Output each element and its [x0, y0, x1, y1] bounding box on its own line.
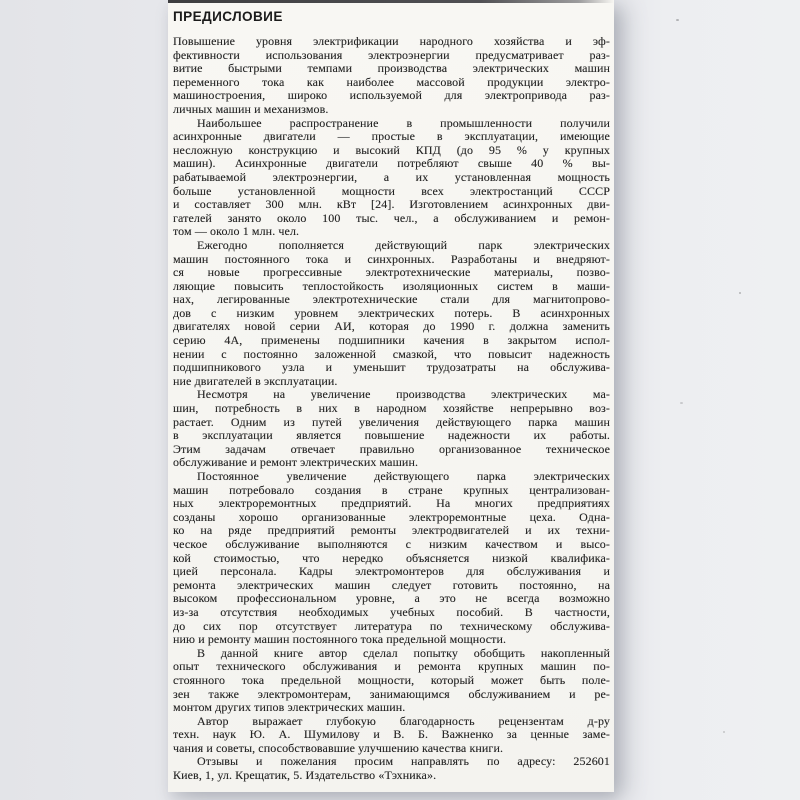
- text-line: гателей занято около 100 тыс. чел., а обслуживанием и ремон-: [173, 210, 610, 225]
- text-line: шин, потребность в них в народном хозяйстве непрерывно воз-: [173, 401, 610, 416]
- text-line: нах, легированные электротехнические стали для магнитопрово-: [173, 292, 610, 307]
- text-line: ко на ряде предприятий ремонты электродвигателей и их техни-: [173, 523, 610, 538]
- paragraph: [173, 117, 610, 239]
- paragraph: [173, 470, 610, 647]
- text-line: больше установленной мощности всех электростанций СССР: [173, 183, 610, 198]
- text-line: нении с постоянно заложенной смазкой, что повысит надежность: [173, 346, 610, 361]
- text-line: зен также электромонтерам, занимающимся обслуживанием и ре-: [173, 686, 610, 701]
- text-line: обслуживание и ремонт электрических машин.: [173, 455, 419, 470]
- text-line: Этим задачам отвечает правильно организованное техническое: [173, 441, 610, 456]
- text-line: и составляет 300 млн. кВт [24]. Изготовлением асинхронных дви-: [173, 197, 610, 212]
- text-line: Ежегодно пополняется действующий парк электрических: [197, 237, 610, 252]
- text-line: из-за отсутствия необходимых учебных пособий. В частности,: [173, 604, 610, 619]
- text-line: чания и советы, способствовавшие улучшению качества книги.: [173, 740, 504, 755]
- text-line: ремонта электрических машин следует готовить постоянно, на: [173, 577, 610, 592]
- scan-speck: [723, 731, 725, 733]
- paragraph: [173, 755, 610, 782]
- text-line: Отзывы и пожелания просим направлять по адресу: 252601: [197, 754, 610, 769]
- paragraph: [173, 35, 610, 117]
- scan-speck: [676, 19, 679, 21]
- text-line: личных машин и механизмов.: [173, 101, 329, 116]
- text-line: ние двигателей в эксплуатации.: [173, 373, 338, 388]
- preface-text: [173, 35, 610, 783]
- text-line: подшипникового узла и уменьшит трудозатраты на обслужива-: [173, 360, 610, 375]
- paragraph: [173, 239, 610, 389]
- text-line: рабатываемой электроэнергии, а их установленная мощность: [173, 169, 610, 184]
- text-line: ся новые прогрессивные электротехнические материалы, позво-: [173, 265, 610, 280]
- text-line: витие быстрыми темпами производства электрических машин: [173, 61, 610, 76]
- text-line: машиностроения, широко используемой для электропривода раз-: [173, 88, 610, 103]
- text-line: до сих пор отсутствует литература по техническому обслужива-: [173, 618, 610, 633]
- text-line: машин постоянного тока и синхронных. Разработаны и внедряют-: [173, 251, 610, 266]
- text-line: том — около 1 млн. чел.: [173, 224, 300, 239]
- text-line: машин потребовало создания в стране крупных централизован-: [173, 482, 610, 497]
- text-line: несложную конструкцию и высокий КПД (до 95 % у крупных: [173, 142, 610, 157]
- text-line: Повышение уровня электрификации народного хозяйства и эф-: [173, 34, 610, 48]
- text-line: ческое обслуживание выполняются с низким качеством и высо-: [173, 536, 610, 551]
- text-line: растает. Одним из путей увеличения действующего парка машин: [173, 414, 610, 429]
- text-line: высоком профессиональном уровне, а это не всегда возможно: [173, 591, 610, 606]
- page-content: [173, 0, 610, 783]
- text-line: кой стоимостью, что нередко объясняется низкой квалифика-: [173, 550, 610, 565]
- text-line: монтом других типов электрических машин.: [173, 700, 406, 715]
- text-line: В данной книге автор сделал попытку обобщить накопленный: [197, 645, 610, 660]
- text-line: Несмотря на увеличение производства электрических ма-: [197, 387, 610, 402]
- text-line: нию и ремонту машин постоянного тока предельной мощности.: [173, 632, 507, 647]
- text-line: техн. наук Ю. А. Шумилову и В. Б. Важненко за ценные заме-: [173, 727, 610, 742]
- text-line: машин). Асинхронные двигатели потребляют свыше 40 % вы-: [173, 156, 610, 171]
- text-line: в эксплуатации является повышение надежности их работы.: [173, 428, 610, 443]
- text-line: опыт технического обслуживания и ремонта крупных машин по-: [173, 659, 610, 674]
- text-line: фективности использования электроэнергии предусматривает раз-: [173, 47, 610, 62]
- page-heading: ПРЕДИСЛОВИЕ: [173, 8, 283, 24]
- text-line: дов с низким уровнем электрических потерь. В асинхронных: [173, 305, 610, 320]
- paragraph: [173, 715, 610, 756]
- paragraph: [173, 388, 610, 470]
- text-line: созданы хорошо организованные электроремонтные цеха. Одна-: [173, 509, 610, 524]
- text-line: Киев, 1, ул. Крещатик, 5. Издательство «Тэхника».: [173, 768, 437, 783]
- text-line: переменного тока как наиболее массовой продукции электро-: [173, 74, 610, 89]
- text-line: двигателях новой серии АИ, которая до 1990 г. должна заменить: [173, 319, 610, 334]
- text-line: серию 4А, применены подшипники качения в закрытом испол-: [173, 333, 610, 348]
- paragraph: [173, 647, 610, 715]
- text-line: Автор выражает глубокую благодарность рецензентам д-ру: [197, 713, 610, 728]
- text-line: Наибольшее распространение в промышленности получили: [197, 115, 610, 130]
- text-line: стоянного тока предельной мощности, который может быть поле-: [173, 672, 610, 687]
- book-page: [168, 0, 614, 792]
- text-line: ных электроремонтных предприятий. На многих предприятиях: [173, 496, 610, 511]
- scan-speck: [680, 402, 683, 404]
- text-line: цией персонала. Кадры электромонтеров для обслуживания и: [173, 564, 610, 579]
- text-line: ляющие повысить теплостойкость изоляционных систем в маши-: [173, 278, 610, 293]
- text-line: Постоянное увеличение действующего парка электрических: [197, 469, 610, 483]
- scan-speck: [739, 292, 741, 294]
- text-line: асинхронные двигатели — простые в эксплуатации, имеющие: [173, 129, 610, 144]
